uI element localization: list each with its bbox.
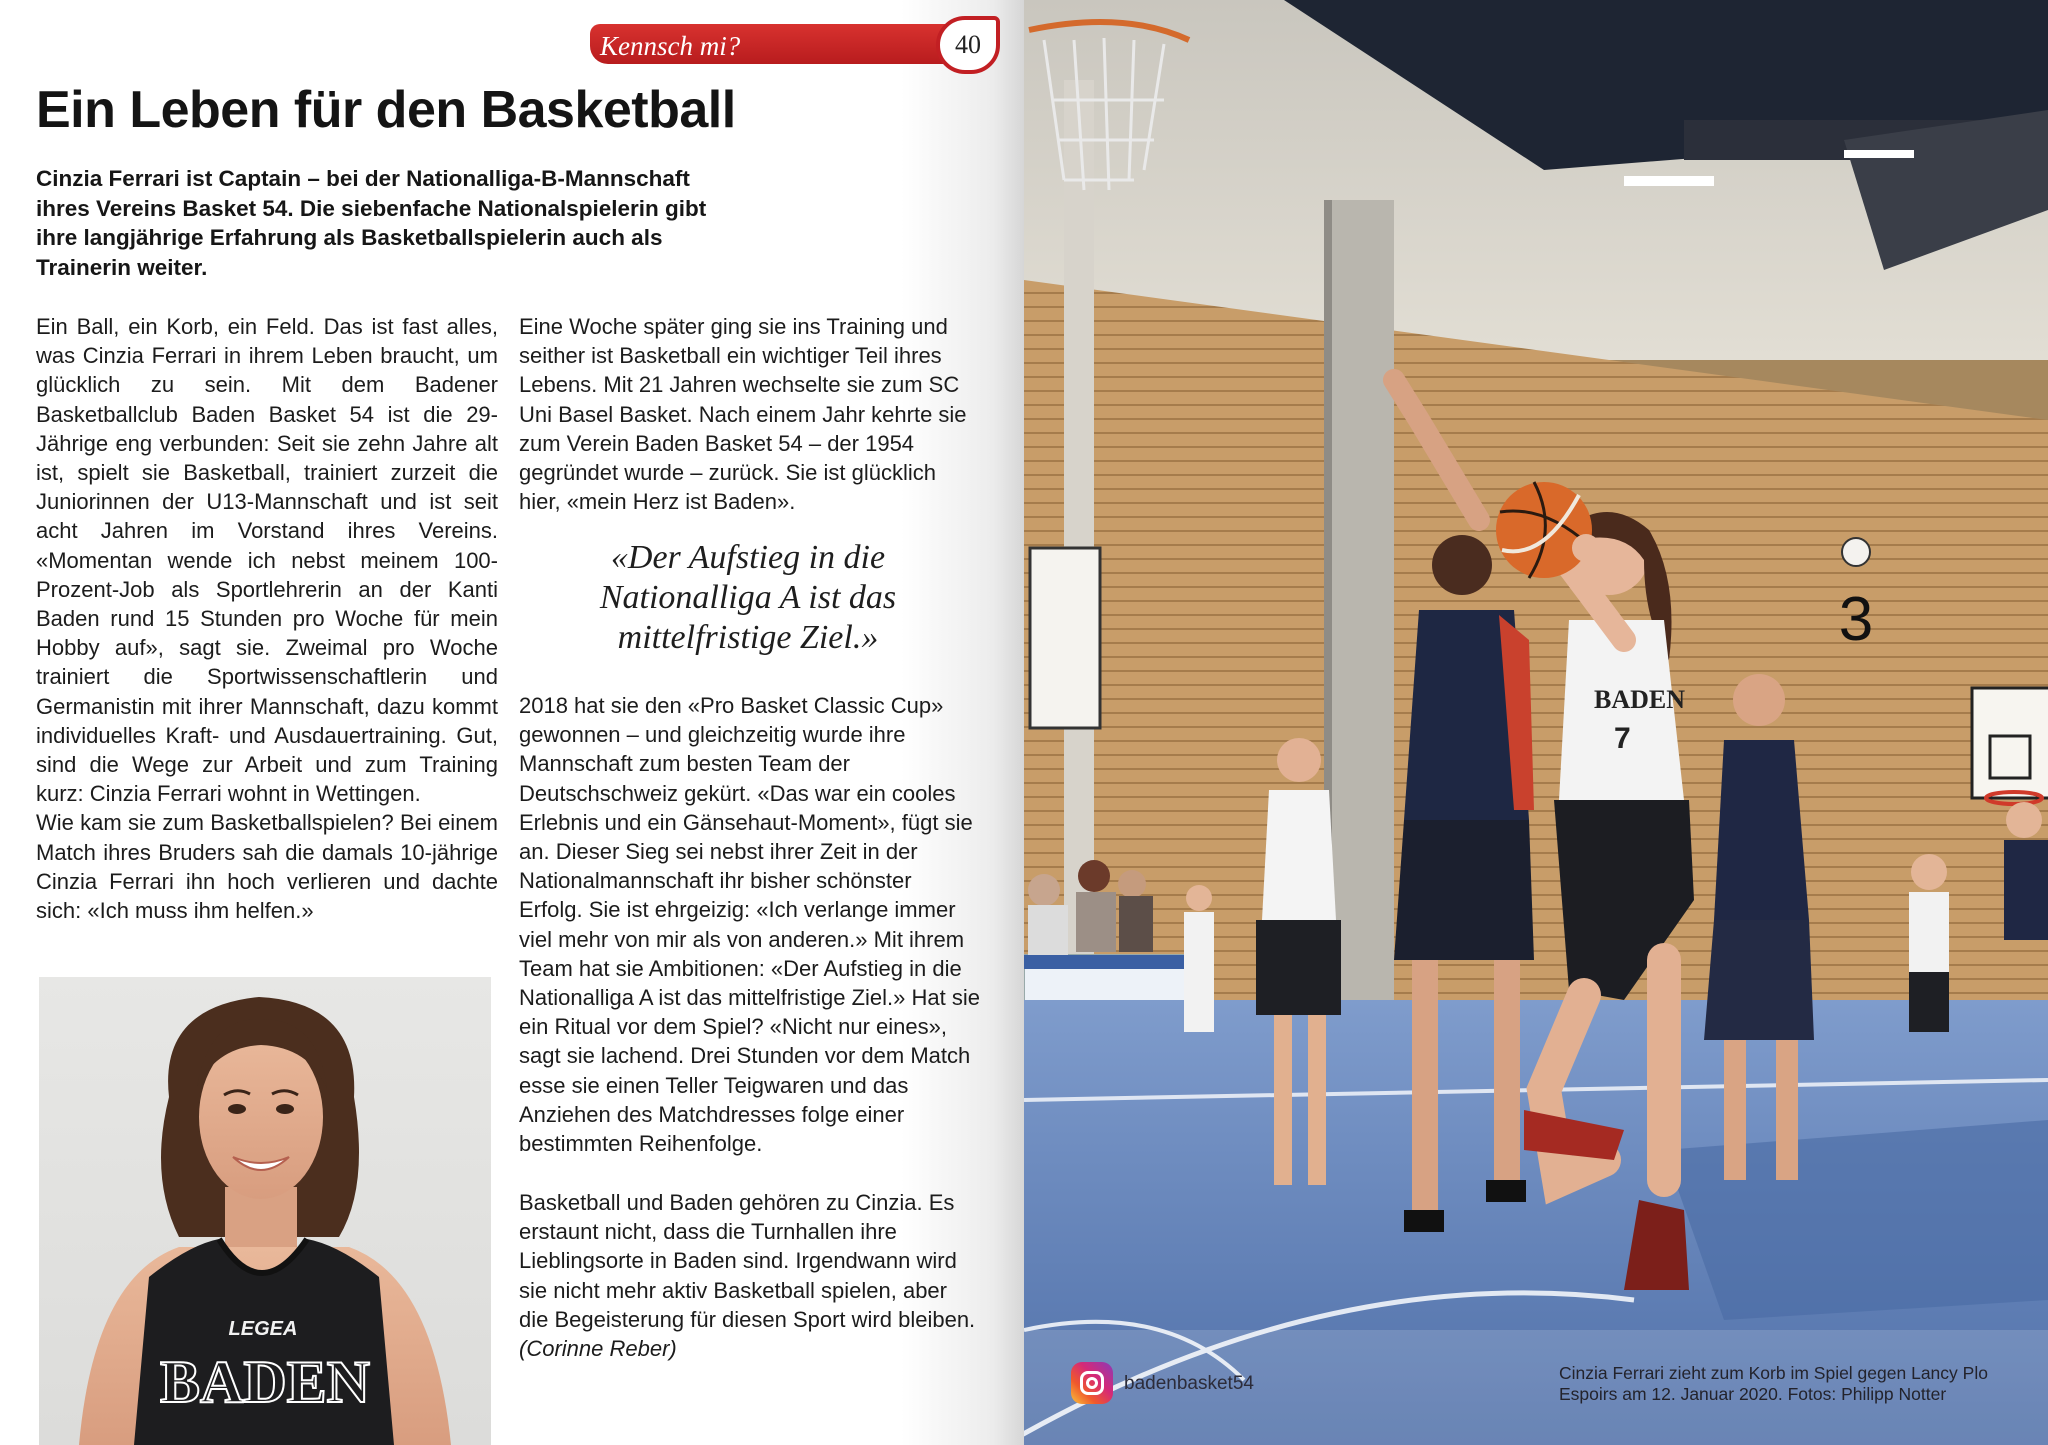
column-2-paragraph-2: 2018 hat sie den «Pro Basket Classic Cup» gewonnen – und gleichzeitig wurde ihre Mannschaft zum besten Team der Deutschschweiz gekürt. «Das war ein cooles Erlebnis und ein Gänsehaut-Moment», fügt sie an. Dieser Sieg sei nebst ihrer Zeit in der Nationalmannschaft ihr bisher schönster Erfolg. Sie ist ehrgeizig: «Ich verlange immer viel mehr von mir als von anderen.» Mit ihrem Team hat sie Ambitionen: «Der Aufstieg in die Nationalliga A ist das mittelfristige Ziel.» Hat sie ein Ritual vor dem Spiel? «Nicht nur eines», sagt sie lachend. Drei Stunden vor dem Match esse sie einen Teller Teigwaren und das Anziehen des Matchdresses folge einer bestimmten Reihenfolge. [519,693,980,1157]
column-2-paragraph-3-text: Basketball und Baden gehören zu Cinzia. Es erstaunt nicht, dass die Turnhallen ihre Lieblingsorte in Baden sind. Irgendwann wird sie nicht mehr aktiv Basketball spielen, aber die Begeisterung für diesen Sport wird bleiben. [519,1190,976,1332]
column-1 [36,312,498,925]
portrait-jersey-brand: LEGEA [228,1318,298,1340]
column-2-top [519,312,981,516]
action-photo-illustration [1024,0,2048,1445]
page-number: 40 [955,30,981,59]
hall-number: 3 [1838,585,1874,654]
section-label: Kennsch mi? [600,31,741,61]
player-jersey-team: BADEN [1594,685,1686,714]
column-1-paragraph-1: Ein Ball, ein Korb, ein Feld. Das ist fast alles, was Cinzia Ferrari in ihrem Leben braucht, um glücklich zu sein. Mit dem Badener Basketballclub Baden Basket 54 ist die 29-Jährige eng verbunden: Seit sie zehn Jahre alt ist, spielt sie Basketball, trainiert zurzeit die Juniorinnen der U13-Mannschaft und ist seit acht Jahren im Vorstand ihres Vereins. «Momentan wende ich nebst meinem 100-Prozent-Job als Sportlehrerin an der Kanti Baden rund 15 Stunden pro Woche für mein Hobby auf», sagt sie. Zweimal pro Woche trainiert die Sportwissenschaftlerin und Germanistin mit ihrer Mannschaft, dazu kommt individuelles Kraft- und Ausdauertraining. Gut, sind die Wege zur Arbeit und zum Training kurz: Cinzia Ferrari wohnt in Wettingen. [36,314,498,807]
photo-caption: Cinzia Ferrari zieht zum Korb im Spiel gegen Lancy Plo Espoirs am 12. Januar 2020. Fotos: Philipp Notter [1559,1363,1988,1404]
portrait-photo [39,977,491,1445]
article-lead: Cinzia Ferrari ist Captain – bei der Nationalliga-B-Mannschaft ihres Vereins Basket 54. Die siebenfache Nationalspielerin gibt ihre langjährige Erfahrung als Basketballspielerin auch als Trainerin weiter. [36,166,707,280]
instagram-handle[interactable]: badenbasket54 [1124,1373,1254,1394]
column-2-paragraph-3 [519,1188,981,1363]
column-2-paragraph-1: Eine Woche später ging sie ins Training und seither ist Basketball ein wichtiger Teil ihres Lebens. Mit 21 Jahren wechselte sie zum SC Uni Basel Basket. Nach einem Jahr kehrte sie zum Verein Baden Basket 54 – der 1954 gegründet wurde – zurück. Sie ist glücklich hier, «mein Herz ist Baden». [519,314,967,515]
instagram-icon[interactable] [1071,1362,1113,1404]
portrait-jersey-team: BADEN [159,1349,371,1415]
article-title: Ein Leben für den Basketball [36,81,736,139]
column-2-middle [519,691,981,1158]
portrait-illustration [39,977,491,1445]
action-photo [1024,0,2048,1445]
column-1-paragraph-2: Wie kam sie zum Basketballspielen? Bei einem Match ihres Bruders sah die damals 10-jährige Cinzia Ferrari ihn hoch verlieren und dachte sich: «Ich muss ihm helfen.» [36,810,498,924]
article-author: (Corinne Reber) [519,1336,677,1362]
player-jersey-number: 7 [1614,722,1631,755]
pull-quote: «Der Aufstieg in die Nationalliga A ist das mittelfristige Ziel.» [599,539,897,656]
column-2-bottom [519,1188,981,1363]
